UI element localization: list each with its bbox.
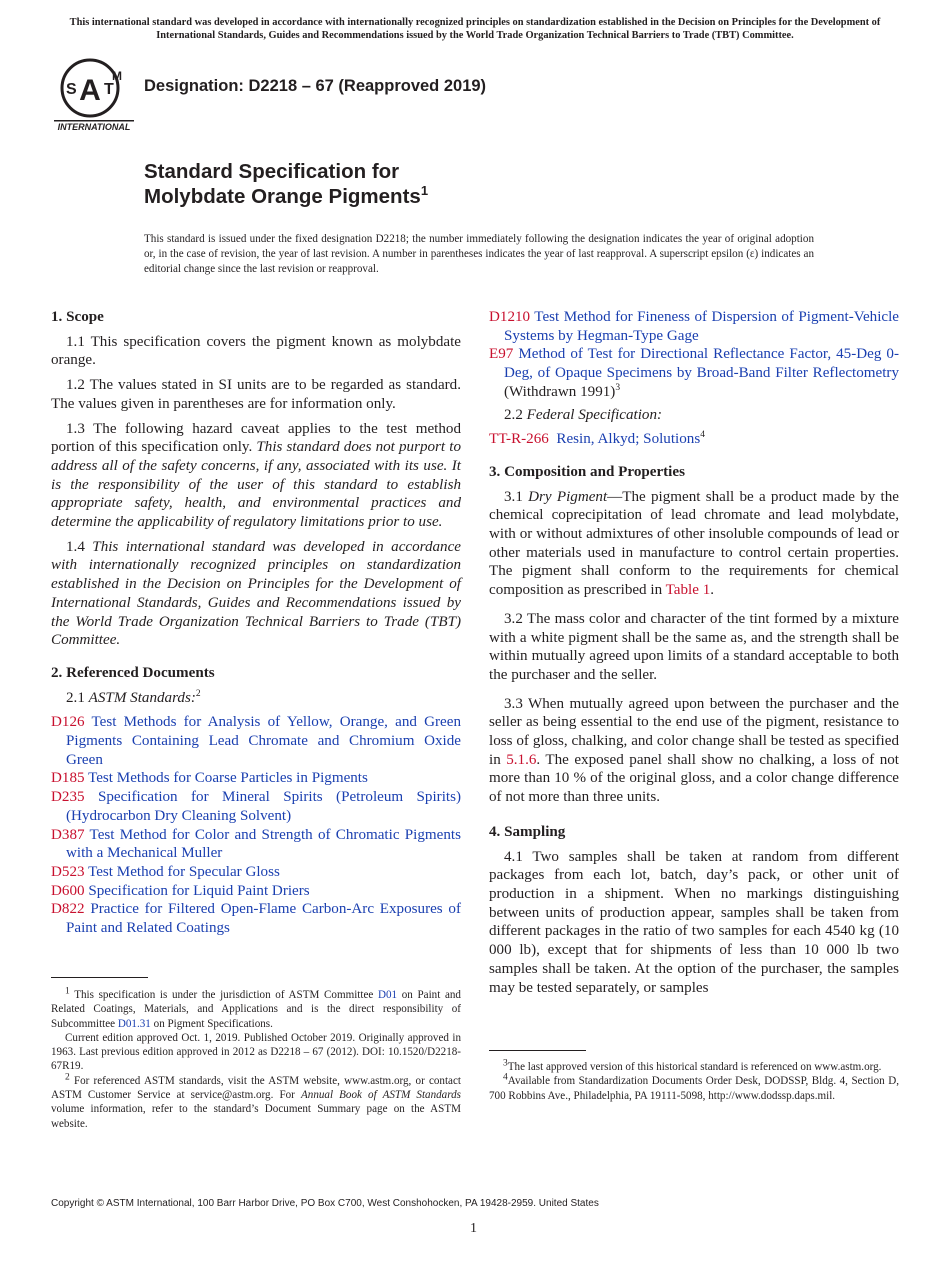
para-1-4: 1.4 This international standard was developed in accordance with internationally recognized principles on standardization established in the Decision on Principles for the Development of International Standards, Guides and Recommendations issued by the World Trade Organization Technical Barriers to Trade (TBT) Committee. <box>51 538 461 649</box>
para-3-1: 3.1 Dry Pigment—The pigment shall be a product made by the chemical coprecipitation of lead chromate and lead molybdate, with or without admixtures of other insoluble compounds of lead or other materials used in manufacture to control certain properties. The pigment shall conform to the requirements for chemical composition as prescribed in Table 1. <box>489 488 899 599</box>
section-2-heading: 2. Referenced Documents <box>51 664 215 681</box>
section-4-heading: 4. Sampling <box>489 823 566 840</box>
svg-text:S: S <box>66 81 77 98</box>
issued-note: This standard is issued under the fixed designation D2218; the number immediately following the designation indicates the year of original adoption or, in the case of revision, the year of last revision. A number in parentheses indicates the year of last reapproval. A superscript epsilon (ε) indicates an editorial change since the last revision or reapproval. <box>144 233 814 275</box>
left-column <box>51 308 461 938</box>
ref-d235[interactable]: D235 Specification for Mineral Spirits (Petroleum Spirits) (Hydrocarbon Dry Cleaning Solvent) <box>51 789 461 824</box>
ref-d822[interactable]: D822 Practice for Filtered Open-Flame Carbon-Arc Exposures of Paint and Related Coatings <box>51 901 461 937</box>
page-title <box>144 159 428 209</box>
footnote-rule-right <box>489 1050 586 1051</box>
para-2-1: 2.1 ASTM Standards:$^2$ <box>66 688 201 706</box>
copyright: Copyright © ASTM International, 100 Barr Harbor Drive, PO Box C700, West Conshohocken, PA 19428-2959. United States <box>51 1198 599 1209</box>
astm-logo <box>52 56 136 134</box>
ref-d1210[interactable]: D1210 Test Method for Fineness of Dispersion of Pigment-Vehicle Systems by Hegman-Type Gage <box>489 309 899 344</box>
right-column <box>489 308 899 1003</box>
link-5-1-6[interactable]: 5.1.6 <box>506 751 537 768</box>
footnote-1-edition: Current edition approved Oct. 1, 2019. Published October 2019. Originally approved in 1963. Last previous edition approved in 2012 as D2218 – 67 (2012). DOI: 10.1520/D2218-67R19. <box>51 1031 461 1073</box>
title-line-1: Standard Specification for <box>144 160 400 183</box>
footnotes-right <box>489 1060 899 1103</box>
ref-d600[interactable]: D600 Specification for Liquid Paint Driers <box>51 882 310 899</box>
footnote-2: $^2$ For referenced ASTM standards, visit the ASTM website, www.astm.org, or contact ASTM Customer Service at service@astm.org. For Annual Book of ASTM Standards volume information, refer to the standard’s Document Summary page on the ASTM website. <box>51 1072 462 1130</box>
designation: Designation: D2218 – 67 (Reapproved 2019) <box>144 77 487 95</box>
para-3-2: 3.2 The mass color and character of the tint formed by a mixture with a white pigment shall be the same as, and the strength shall be within mutually agreed upon limits of a standard acceptable to both the purchaser and the seller. <box>489 610 899 683</box>
para-1-1: 1.1 This specification covers the pigment known as molybdate orange. <box>51 333 461 369</box>
ref-d523[interactable]: D523 Test Method for Specular Gloss <box>51 863 280 880</box>
svg-text:INTERNATIONAL: INTERNATIONAL <box>57 122 131 132</box>
para-3-3: 3.3 When mutually agreed upon between the purchaser and the seller as being essential to the end use of the pigment, resistance to loss of gloss, chalking, and color change shall be tested as specified in 5.1.6. The exposed panel shall show no chalking, a loss of not more than 10 % of the original gloss, and a color change difference of not more than three units. <box>489 695 899 806</box>
svg-text:M: M <box>112 69 122 83</box>
svg-text:T: T <box>104 81 114 98</box>
link-table-1[interactable]: Table 1 <box>665 582 711 599</box>
para-1-2: 1.2 The values stated in SI units are to be regarded as standard. The values given in parentheses are for information only. <box>51 377 461 412</box>
link-d01[interactable]: D01 <box>377 989 398 1001</box>
footnote-rule-left <box>51 977 148 978</box>
section-1-heading: 1. Scope <box>51 309 104 325</box>
para-2-2: 2.2 Federal Specification: <box>504 406 663 423</box>
section-3-heading: 3. Composition and Properties <box>489 463 685 480</box>
para-4-1: 4.1 Two samples shall be taken at random from different packages from each lot, batch, day’s pack, or other unit of production in a shipment. When no markings distinguishing between units of production appear, samples shall be taken from different packages in the ratio of two samples for each 4540 kg (10 000 lb), except that for shipments of less than 10 000 lb two samples shall be taken. At the option of the purchaser, the samples may be tested separately, or samples <box>489 848 899 996</box>
ref-tt-r-266[interactable]: TT-R-266 Resin, Alkyd; Solutions$^4$ <box>489 430 705 448</box>
footnotes-left <box>51 988 461 1131</box>
page-number: 1 <box>470 1221 477 1236</box>
para-1-3: 1.3 The following hazard caveat applies to the test method portion of this specification only. This standard does not purport to address all of the safety concerns, if any, associated with its use. It is the responsibility of the user of this standard to establish appropriate safety, health, and environmental practices and determine the applicability of regulatory limitations prior to use. <box>51 420 461 531</box>
ref-e97[interactable]: E97 Method of Test for Directional Reflectance Factor, 45-Deg 0-Deg, of Opaque Specimens by Broad-Band Filter Reflectometry (Withdrawn 1991)$^3$ <box>489 346 899 400</box>
ref-d387[interactable]: D387 Test Method for Color and Strength of Chromatic Pigments with a Mechanical Muller <box>51 826 461 862</box>
svg-text:A: A <box>79 74 101 107</box>
footnote-4: $^4$Available from Standardization Documents Order Desk, DODSSP, Bldg. 4, Section D, 700 Robbins Ave., Philadelphia, PA 19111-5098, http://www.dodssp.daps.mil. <box>489 1072 899 1102</box>
title-line-2: Molybdate Orange Pigments$^1$ <box>144 183 429 208</box>
top-note: This international standard was developed in accordance with internationally recognized principles on standardization established in the Decision on Principles for the Development of International Standards, Guides and Recommendations issued by the World Trade Organization Technical Barriers to Trade (TBT) Committee. <box>69 17 881 41</box>
footnote-3: $^3$The last approved version of this historical standard is referenced on www.astm.org. <box>503 1058 882 1073</box>
ref-d126[interactable]: D126 Test Methods for Analysis of Yellow, Orange, and Green Pigments Containing Lead Chromate and Chromium Oxide Green <box>51 714 461 768</box>
ref-d185[interactable]: D185 Test Methods for Coarse Particles in Pigments <box>51 770 368 787</box>
link-d01-31[interactable]: D01.31 <box>117 1017 151 1030</box>
footnote-1: $^1$ This specification is under the jurisdiction of ASTM Committee D01 on Paint and Related Coatings, Materials, and Applications and is the direct responsibility of Subcommittee D01.31 on Pigment Specifications. <box>51 986 461 1030</box>
